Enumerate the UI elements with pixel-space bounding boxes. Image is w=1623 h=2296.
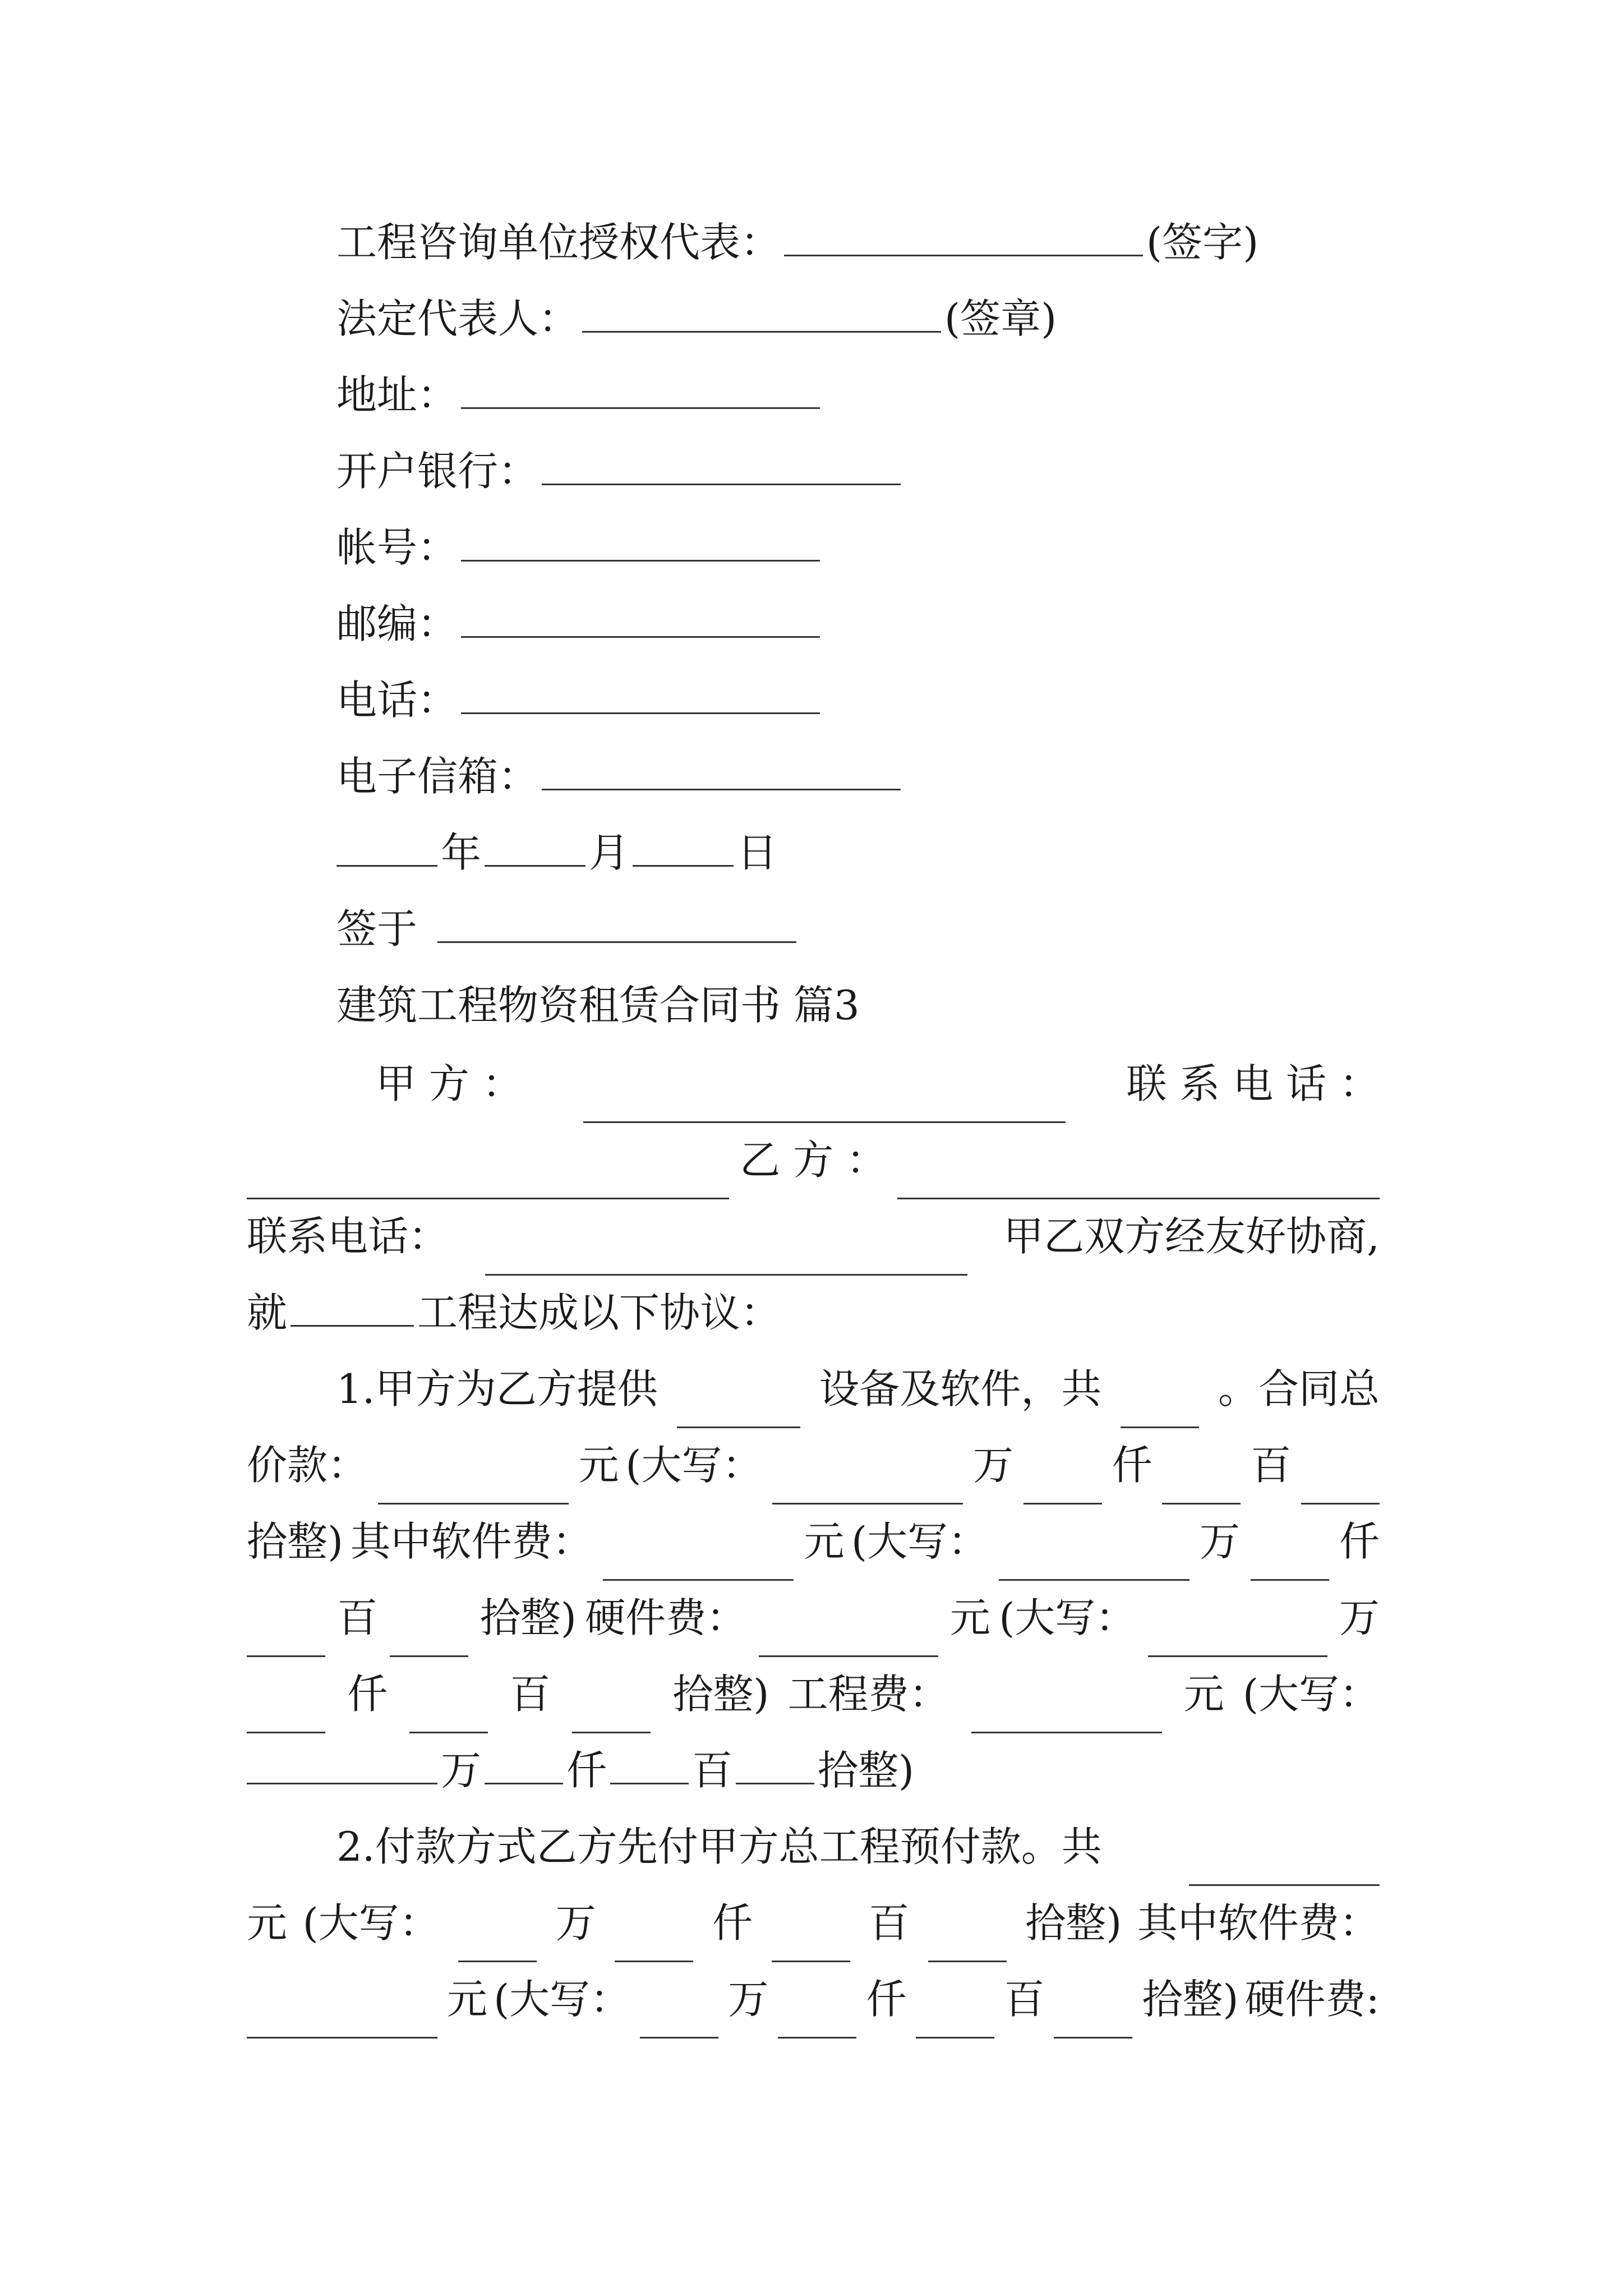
project-line (247, 1273, 1380, 1352)
daxie-label: (大写： (625, 1442, 763, 1489)
bai-label: 百 (1004, 1976, 1045, 2023)
bai-blank[interactable] (610, 1738, 689, 1784)
email-line (336, 737, 1380, 816)
shi-zheng-label: 拾整) (247, 1518, 344, 1565)
qian-blank[interactable] (615, 1916, 693, 1962)
sign-note: (签字) (1146, 219, 1259, 266)
shi-zheng-label: 拾整) (1142, 1976, 1239, 2023)
qian-blank[interactable] (485, 1738, 563, 1784)
software-fee-blank[interactable] (603, 1534, 794, 1581)
hardware-fee-blank[interactable] (759, 1611, 938, 1657)
address-line (336, 356, 1380, 434)
clause2-line3 (247, 1960, 1380, 2039)
wan-blank[interactable] (772, 1458, 963, 1504)
legal-rep-line (336, 279, 1380, 358)
clause2-line2 (247, 1884, 1380, 1962)
address-blank[interactable] (461, 362, 820, 409)
party-b-blank[interactable] (897, 1153, 1380, 1199)
contact-phone2-line (247, 1197, 1380, 1276)
wan-label: 万 (728, 1976, 769, 2023)
account-blank[interactable] (461, 515, 820, 562)
qian-label: 仟 (1112, 1442, 1152, 1489)
wan-label: 万 (1339, 1594, 1380, 1641)
shi-zheng-label: 拾整) (1025, 1899, 1122, 1947)
party-b-label: 乙 方 ： (740, 1137, 887, 1184)
clause1-line6 (247, 1731, 1380, 1810)
day-blank[interactable] (633, 820, 734, 867)
year-blank[interactable] (336, 820, 437, 867)
section-title (336, 966, 1380, 1045)
hardware-fee-label: 硬件费: (1244, 1976, 1380, 2023)
wan-label: 万 (1200, 1518, 1241, 1565)
shi-zheng-label: 拾整) (818, 1747, 915, 1794)
bai-blank[interactable] (772, 1916, 850, 1962)
signed-at-blank[interactable] (437, 896, 796, 943)
prepayment-blank[interactable] (1189, 1839, 1380, 1886)
qian-label: 仟 (866, 1976, 907, 2023)
hardware-fee-label: 硬件费： (585, 1594, 747, 1641)
bai-blank[interactable] (1162, 1458, 1241, 1504)
bank-label: 开户银行： (336, 448, 539, 495)
wan-blank[interactable] (1148, 1611, 1327, 1657)
software-fee-label: 其中软件费： (350, 1518, 593, 1565)
yuan-label: 元 (949, 1594, 990, 1641)
qian-label: 仟 (566, 1747, 607, 1794)
qian-blank[interactable] (1023, 1458, 1102, 1504)
agreement-intro: 甲乙双方经友好协商, (1003, 1213, 1380, 1260)
project-suffix: 工程达成以下协议： (417, 1289, 781, 1336)
year-label: 年 (441, 829, 482, 876)
clause2-line1 (336, 1807, 1380, 1886)
yuan-label: 元 (804, 1518, 845, 1565)
section-title-text: 建筑工程物资租赁合同书 篇3 (336, 982, 860, 1029)
bai-label: 百 (869, 1899, 910, 1947)
clause1-line1 (336, 1350, 1380, 1428)
account-line (336, 508, 1380, 587)
project-prefix: 就 (247, 1289, 288, 1336)
shi-blank[interactable] (390, 1611, 468, 1657)
clause1-text-b: 设备及软件，共 (819, 1365, 1102, 1412)
wan-blank[interactable] (999, 1534, 1189, 1581)
clause1-text-c: 。合同总 (1218, 1365, 1380, 1412)
contact-phone2-blank[interactable] (485, 1229, 967, 1276)
project-blank[interactable] (291, 1280, 414, 1327)
wan-label: 万 (441, 1747, 482, 1794)
consultant-rep-label: 工程咨询单位授权代表： (336, 219, 781, 266)
contact-phone-label: 联 系 电 话 ： (1126, 1060, 1380, 1107)
shi-blank[interactable] (572, 1687, 651, 1733)
engineering-fee-label: 工程费： (787, 1671, 949, 1718)
party-a-label: 甲 方 ： (376, 1060, 523, 1107)
shi-blank[interactable] (1054, 1992, 1132, 2039)
yuan-label: 元 (247, 1899, 288, 1947)
seal-note: (签章) (944, 295, 1057, 342)
signed-at-line (336, 890, 1380, 968)
qian-label: 仟 (712, 1899, 753, 1947)
party-a-line (376, 1045, 1380, 1123)
legal-rep-label: 法定代表人： (336, 295, 579, 342)
yuan-label: 元 (447, 1976, 488, 2023)
equipment-blank[interactable] (677, 1382, 800, 1428)
consultant-rep-line (336, 203, 1380, 282)
total-price-label: 价款： (247, 1442, 368, 1489)
engineering-fee-blank[interactable] (971, 1687, 1162, 1733)
wan-label: 万 (973, 1442, 1014, 1489)
qian-label: 仟 (1339, 1518, 1380, 1565)
qian-blank[interactable] (247, 1687, 325, 1733)
wan-blank[interactable] (247, 1738, 437, 1784)
bai-label: 百 (692, 1747, 733, 1794)
yuan-label: 元 (578, 1442, 619, 1489)
account-label: 帐号： (336, 524, 458, 571)
qian-fill-blank[interactable] (247, 1611, 325, 1657)
software-fee-label: 其中软件费： (1137, 1899, 1380, 1947)
daxie-label: (大写： (999, 1594, 1136, 1641)
email-label: 电子信箱： (336, 753, 539, 800)
party-a-blank[interactable] (583, 1076, 1066, 1123)
bai-blank[interactable] (409, 1687, 488, 1733)
bai-label: 百 (1251, 1442, 1292, 1489)
phone-blank[interactable] (461, 668, 820, 714)
address-label: 地址： (336, 371, 458, 418)
qian-blank[interactable] (778, 1992, 856, 2039)
daxie-label: (大写： (494, 1976, 631, 2023)
clause1-line2 (247, 1426, 1380, 1504)
yuan-label: 元 (1183, 1671, 1224, 1718)
shi-blank[interactable] (1301, 1458, 1380, 1504)
qian-blank[interactable] (1251, 1534, 1329, 1581)
wan-label: 万 (555, 1899, 596, 1947)
qian-label: 仟 (347, 1671, 388, 1718)
shi-zheng-label: 拾整) (479, 1594, 577, 1641)
daxie-label: (大写： (302, 1899, 440, 1947)
date-line (336, 813, 1380, 892)
clause1-line3 (247, 1502, 1380, 1581)
clause1-line5 (247, 1655, 1380, 1733)
month-blank[interactable] (485, 820, 585, 867)
bank-line (336, 432, 1380, 510)
contact-phone2-label: 联系电话： (247, 1213, 449, 1260)
shi-blank[interactable] (736, 1738, 814, 1784)
total-price-blank[interactable] (378, 1458, 569, 1504)
daxie-label: (大写： (851, 1518, 989, 1565)
email-blank[interactable] (542, 744, 901, 790)
daxie-label: (大写： (1242, 1671, 1380, 1718)
bai-label: 百 (337, 1594, 378, 1641)
signed-at-label: 签于 (336, 905, 418, 953)
bai-blank[interactable] (916, 1992, 994, 2039)
contact-phone-blank[interactable] (247, 1153, 729, 1199)
postcode-label: 邮编： (336, 600, 458, 647)
day-label: 日 (737, 829, 778, 876)
quantity-blank[interactable] (1121, 1382, 1199, 1428)
wan-blank[interactable] (640, 1992, 718, 2039)
party-b-line (247, 1121, 1380, 1199)
bank-blank[interactable] (542, 439, 901, 485)
shi-blank[interactable] (928, 1916, 1007, 1962)
phone-label: 电话： (336, 677, 458, 724)
legal-rep-blank[interactable] (582, 286, 941, 333)
clause1-text-a: 1.甲方为乙方提供 (336, 1365, 658, 1412)
shi-zheng-label: 拾整) (672, 1671, 769, 1718)
clause1-line4 (247, 1579, 1380, 1657)
postcode-line (336, 585, 1380, 663)
wan-blank[interactable] (458, 1916, 537, 1962)
phone-line (336, 661, 1380, 739)
postcode-blank[interactable] (461, 591, 820, 638)
month-label: 月 (589, 829, 630, 876)
clause2-text: 2.付款方式乙方先付甲方总工程预付款。共 (336, 1823, 1102, 1870)
consultant-rep-blank[interactable] (784, 210, 1143, 256)
bai-label: 百 (510, 1671, 551, 1718)
software-fee-blank[interactable] (247, 1992, 437, 2039)
